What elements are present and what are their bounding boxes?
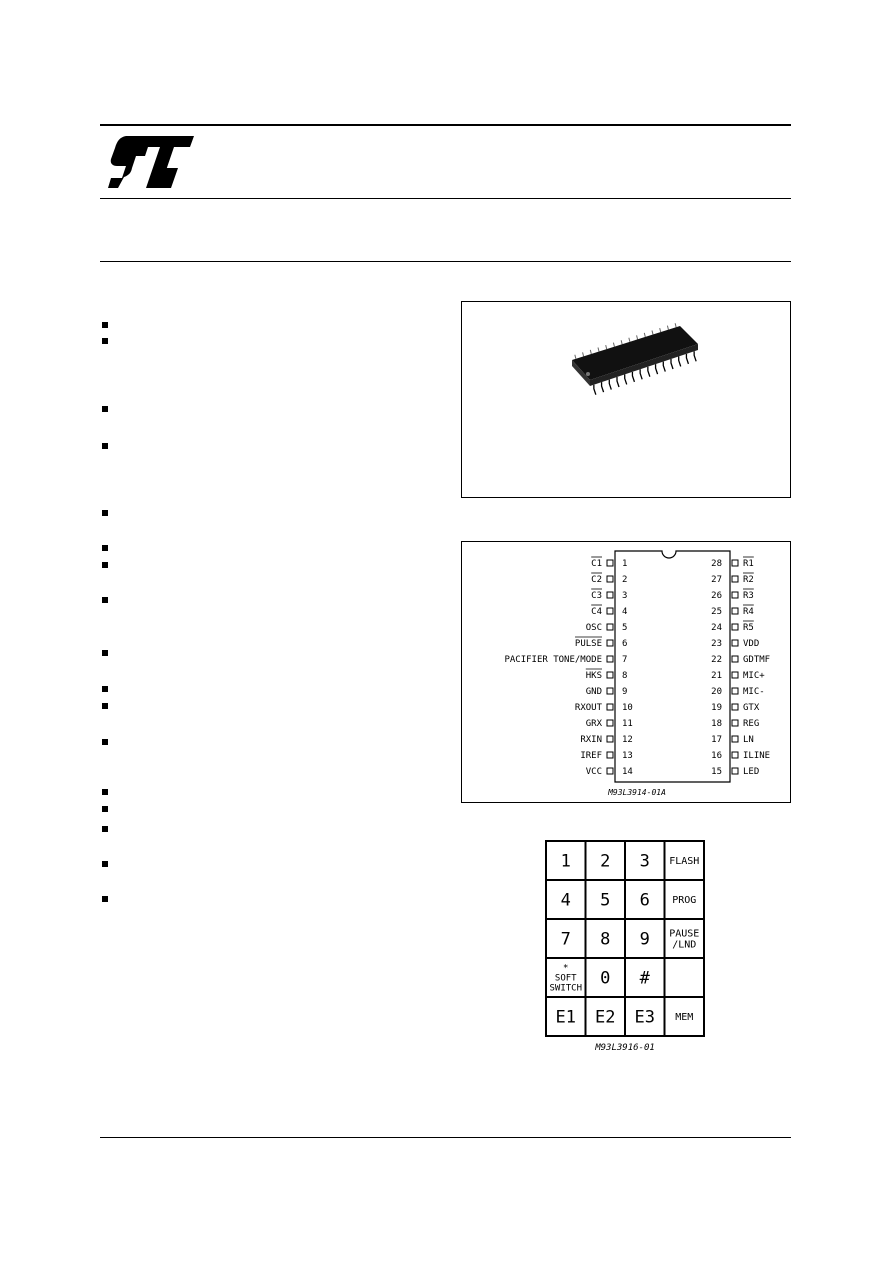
pin-number: 25: [711, 607, 722, 617]
feature-bullet: [102, 545, 108, 551]
pin-number: 28: [711, 559, 722, 569]
pin-name: GDTMF: [743, 655, 771, 665]
pin-name: GTX: [743, 703, 760, 713]
pin-name: RXOUT: [574, 703, 602, 713]
pin-name: R4: [743, 607, 754, 617]
pin-name: PULSE: [574, 639, 602, 649]
feature-bullet: [102, 826, 108, 832]
pin-pad: [732, 752, 738, 758]
chip-outline: [615, 551, 730, 782]
pin-pad: [732, 592, 738, 598]
pin-number: 16: [711, 751, 722, 761]
keypad-key-label: 8: [600, 929, 611, 950]
package-image-box: [461, 301, 791, 498]
keypad-key-label: FLASH: [669, 856, 700, 868]
pin-pad: [607, 688, 613, 694]
keypad-key: [665, 958, 705, 997]
feature-bullet: [102, 686, 108, 692]
keypad-key-label: 7: [560, 929, 571, 950]
keypad-key-label: E1: [555, 1007, 576, 1028]
feature-bullet: [102, 806, 108, 812]
pin-name: IREF: [580, 751, 602, 761]
keypad-key-label: 4: [560, 890, 571, 911]
pin-number: 19: [711, 703, 722, 713]
keypad-key-label: E3: [634, 1007, 655, 1028]
pin-pad: [607, 752, 613, 758]
pin-pad: [607, 720, 613, 726]
pin-number: 13: [622, 751, 633, 761]
feature-bullet: [102, 510, 108, 516]
pin-name: C2: [591, 575, 602, 585]
keypad-key-label: SOFT: [554, 973, 577, 984]
keypad-key-label: #: [639, 968, 650, 989]
feature-bullet: [102, 406, 108, 412]
pin-number: 9: [622, 687, 628, 697]
pin-name: R1: [743, 559, 754, 569]
pin-name: LED: [743, 767, 760, 777]
pin-number: 3: [622, 591, 628, 601]
pin-number: 23: [711, 639, 722, 649]
pin-connection-box: [461, 541, 791, 803]
pin-number: 21: [711, 671, 722, 681]
pinout-diagram: [462, 542, 789, 801]
keypad-key-label: 0: [600, 968, 611, 989]
pin-name: GRX: [585, 719, 602, 729]
feature-bullet: [102, 703, 108, 709]
pin-name: VDD: [743, 639, 760, 649]
keypad-key-label: MEM: [675, 1012, 694, 1024]
pin-name: RXIN: [580, 735, 602, 745]
feature-bullet: [102, 443, 108, 449]
pin-number: 24: [711, 623, 722, 633]
keypad-key-label: PROG: [672, 895, 697, 907]
pin-pad: [607, 640, 613, 646]
pin-pad: [732, 576, 738, 582]
pin-pad: [732, 640, 738, 646]
pin-name: LN: [743, 735, 754, 745]
pin-pad: [732, 656, 738, 662]
pin-number: 18: [711, 719, 722, 729]
feature-bullet: [102, 562, 108, 568]
feature-bullet: [102, 739, 108, 745]
top-rule: [100, 124, 791, 126]
feature-bullet: [102, 650, 108, 656]
pin-name: VCC: [585, 767, 602, 777]
keypad-key-label: PAUSE: [669, 928, 700, 940]
pin-pad: [732, 672, 738, 678]
pin-pad: [607, 608, 613, 614]
pin-name: C1: [591, 559, 602, 569]
pin-pad: [607, 592, 613, 598]
pin-pad: [732, 688, 738, 694]
title-rule: [100, 261, 791, 262]
st-logo-icon: [108, 134, 196, 190]
pin-name: MIC-: [743, 687, 765, 697]
footer-rule: [100, 1137, 791, 1138]
pin-number: 6: [622, 639, 628, 649]
pin-name: MIC+: [743, 671, 765, 681]
pin-number: 15: [711, 767, 722, 777]
feature-bullet: [102, 322, 108, 328]
pin-pad: [732, 736, 738, 742]
pin-number: 22: [711, 655, 722, 665]
pin-name: ILINE: [743, 751, 771, 761]
keypad-key-label: 6: [639, 890, 650, 911]
pin-pad: [732, 704, 738, 710]
pin-number: 27: [711, 575, 722, 585]
pin-number: 20: [711, 687, 722, 697]
pin-pad: [732, 608, 738, 614]
pin-name: R2: [743, 575, 754, 585]
pin-name: R5: [743, 623, 754, 633]
keypad-key-label: E2: [595, 1007, 616, 1028]
feature-bullet: [102, 789, 108, 795]
pin-pad: [607, 624, 613, 630]
pin-name: C3: [591, 591, 602, 601]
pin-number: 17: [711, 735, 722, 745]
pin-pad: [607, 656, 613, 662]
keypad-caption: M93L3916-01: [595, 1043, 655, 1053]
pin-number: 8: [622, 671, 628, 681]
header-rule: [100, 198, 791, 199]
pin-number: 7: [622, 655, 628, 665]
pin-pad: [607, 672, 613, 678]
pin-number: 14: [622, 767, 633, 777]
pin-name: HKS: [585, 671, 602, 681]
pin-name: C4: [591, 607, 602, 617]
pin-pad: [607, 576, 613, 582]
keypad-key-label: 9: [639, 929, 650, 950]
pin-pad: [607, 704, 613, 710]
pin-pad: [732, 768, 738, 774]
keypad-key-label: 3: [639, 851, 650, 872]
pin-number: 5: [622, 623, 628, 633]
pin-number: 2: [622, 575, 628, 585]
feature-bullet: [102, 338, 108, 344]
feature-bullet: [102, 597, 108, 603]
feature-bullet: [102, 861, 108, 867]
keypad-key-label: *: [563, 963, 569, 974]
keypad-key-label: 5: [600, 890, 611, 911]
pin-name: GND: [585, 687, 602, 697]
pin-pad: [607, 768, 613, 774]
so28-package-icon: [462, 302, 789, 496]
pin-pad: [607, 560, 613, 566]
keypad-key-label: 1: [560, 851, 571, 872]
pin-number: 26: [711, 591, 722, 601]
pin-number: 12: [622, 735, 633, 745]
pinout-caption: M93L3914-01A: [608, 788, 666, 797]
keypad-key-label: SWITCH: [549, 983, 583, 994]
pin-number: 1: [622, 559, 628, 569]
pin-pad: [732, 624, 738, 630]
pin-pad: [732, 720, 738, 726]
keypad-key-label: 2: [600, 851, 611, 872]
pin-name: OSC: [585, 623, 602, 633]
pin-pad: [732, 560, 738, 566]
keypad-key-label: /LND: [672, 939, 697, 951]
pin-pad: [607, 736, 613, 742]
pin-number: 10: [622, 703, 633, 713]
pin-name: REG: [743, 719, 760, 729]
feature-bullet: [102, 896, 108, 902]
pin-name: PACIFIER TONE/MODE: [504, 655, 602, 665]
pin-number: 4: [622, 607, 628, 617]
keypad-diagram: [540, 836, 710, 1056]
pin-name: R3: [743, 591, 754, 601]
pin-number: 11: [622, 719, 633, 729]
